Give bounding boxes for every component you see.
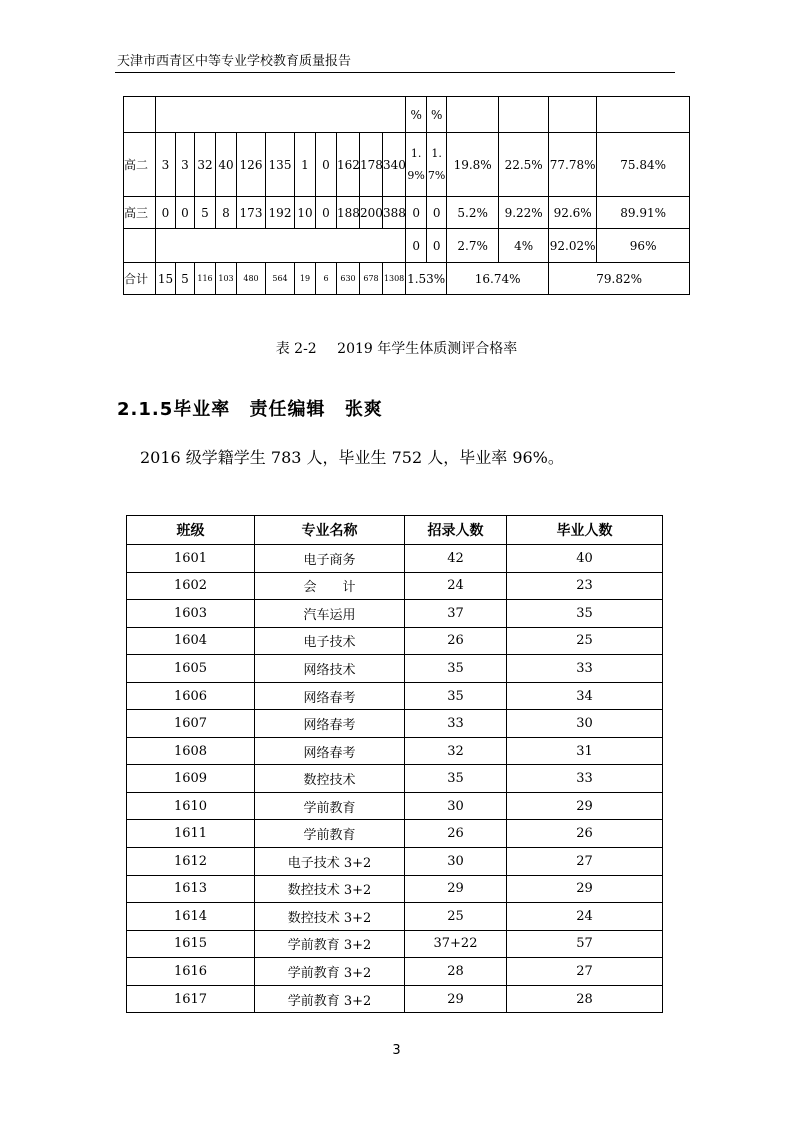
table-cell: 1609 <box>127 765 255 793</box>
table-row <box>127 655 663 683</box>
table-cell: 1617 <box>127 985 255 1013</box>
editor-label: 责任编辑 <box>249 399 326 420</box>
table-row <box>127 627 663 655</box>
table-cell: 26 <box>507 820 663 848</box>
table-cell: 40 <box>507 545 663 573</box>
table-cell: 35 <box>405 682 507 710</box>
table-cell: 135 <box>266 133 295 197</box>
page-header-title: 天津市西青区中等专业学校教育质量报告 <box>117 54 352 69</box>
graduation-table <box>126 515 663 1013</box>
table-cell: 0 <box>316 133 337 197</box>
table-cell: 162 <box>337 133 360 197</box>
table-cell: 29 <box>507 875 663 903</box>
table-cell: 学前教育 <box>255 792 405 820</box>
table-cell <box>447 97 499 133</box>
table-cell: 22.5% <box>499 133 549 197</box>
table-cell: 32 <box>195 133 216 197</box>
table-cell: 数控技术 <box>255 765 405 793</box>
table-row <box>127 572 663 600</box>
table-cell: 数控技术 3+2 <box>255 875 405 903</box>
table-cell: 24 <box>405 572 507 600</box>
table-cell: 30 <box>405 848 507 876</box>
table-cell: 30 <box>507 710 663 738</box>
table-cell: 23 <box>507 572 663 600</box>
table-cell: 1606 <box>127 682 255 710</box>
table-cell: 0 <box>156 197 176 229</box>
editor-name: 张爽 <box>344 399 383 420</box>
table-cell: 40 <box>216 133 237 197</box>
table-cell: 1605 <box>127 655 255 683</box>
table-cell: 37 <box>405 600 507 628</box>
table-cell: 35 <box>405 655 507 683</box>
table-cell: 6 <box>316 263 337 295</box>
table-cell: 92.02% <box>549 229 597 263</box>
table-cell: 1602 <box>127 572 255 600</box>
table-row <box>124 197 690 229</box>
table-row <box>127 820 663 848</box>
table-cell: 35 <box>507 600 663 628</box>
table-cell: 网络春考 <box>255 710 405 738</box>
caption-text: 2019 年学生体质测评合格率 <box>337 341 518 357</box>
caption-label: 表 2-2 <box>275 341 317 357</box>
table-cell: 29 <box>405 875 507 903</box>
section-heading <box>117 395 395 421</box>
table-cell: 1607 <box>127 710 255 738</box>
table-row <box>124 229 690 263</box>
header-divider <box>115 72 675 73</box>
table-cell <box>549 97 597 133</box>
table-cell: 汽车运用 <box>255 600 405 628</box>
table-cell: 33 <box>507 765 663 793</box>
table-cell: 1604 <box>127 627 255 655</box>
table-cell: 31 <box>507 737 663 765</box>
table-cell: 1601 <box>127 545 255 573</box>
table-cell: 1308 <box>383 263 406 295</box>
table-cell: 1603 <box>127 600 255 628</box>
table-cell: 3 <box>176 133 195 197</box>
table-cell: 678 <box>360 263 383 295</box>
table-cell: 29 <box>507 792 663 820</box>
table-cell: 96% <box>597 229 690 263</box>
table-cell: 电子商务 <box>255 545 405 573</box>
table-cell <box>124 97 156 133</box>
table-row <box>127 765 663 793</box>
table-cell: 会 计 <box>255 572 405 600</box>
table-cell: 0 <box>427 197 447 229</box>
table-cell: 89.91% <box>597 197 690 229</box>
table-cell: 数控技术 3+2 <box>255 903 405 931</box>
table-cell: 电子技术 3+2 <box>255 848 405 876</box>
table-cell: 0 <box>427 229 447 263</box>
table-cell: 0 <box>316 197 337 229</box>
table-cell: 网络技术 <box>255 655 405 683</box>
table-row <box>127 930 663 958</box>
table-cell: 25 <box>507 627 663 655</box>
table-cell: 26 <box>405 627 507 655</box>
table-cell: 5 <box>176 263 195 295</box>
table-cell: 103 <box>216 263 237 295</box>
table-cell: 学前教育 3+2 <box>255 985 405 1013</box>
table-cell: 19 <box>295 263 316 295</box>
table-cell: 电子技术 <box>255 627 405 655</box>
table-row <box>127 710 663 738</box>
table-cell: 1 <box>295 133 316 197</box>
table-cell: % <box>406 97 427 133</box>
table-cell: 116 <box>195 263 216 295</box>
row-label: 合计 <box>124 263 156 295</box>
table-caption <box>0 338 793 358</box>
table-cell: 1615 <box>127 930 255 958</box>
table-row <box>127 958 663 986</box>
section-title: 毕业率 <box>173 399 231 420</box>
table-cell: 192 <box>266 197 295 229</box>
table-cell: 188 <box>337 197 360 229</box>
table-cell: 16.74% <box>447 263 549 295</box>
table-cell: 77.78% <box>549 133 597 197</box>
table-cell: 5.2% <box>447 197 499 229</box>
table-cell: 340 <box>383 133 406 197</box>
table-cell: 32 <box>405 737 507 765</box>
table-cell: 1612 <box>127 848 255 876</box>
table-cell: 480 <box>237 263 266 295</box>
table-cell: 29 <box>405 985 507 1013</box>
table-cell <box>124 229 156 263</box>
table-cell: 35 <box>405 765 507 793</box>
table-cell: 630 <box>337 263 360 295</box>
table-cell: 0 <box>176 197 195 229</box>
table-cell: 57 <box>507 930 663 958</box>
table-cell: 25 <box>405 903 507 931</box>
table-cell: 0 <box>406 197 427 229</box>
table-cell: 26 <box>405 820 507 848</box>
table-cell: 37+22 <box>405 930 507 958</box>
table-cell: 33 <box>507 655 663 683</box>
table-row <box>127 682 663 710</box>
table-cell: 34 <box>507 682 663 710</box>
table-cell <box>156 97 406 133</box>
table-cell: 1613 <box>127 875 255 903</box>
table-cell: 1610 <box>127 792 255 820</box>
table-cell: 92.6% <box>549 197 597 229</box>
table-cell: 1614 <box>127 903 255 931</box>
table-cell: 网络春考 <box>255 737 405 765</box>
table-cell: 网络春考 <box>255 682 405 710</box>
table-cell: 178 <box>360 133 383 197</box>
column-header: 班级 <box>127 516 255 545</box>
table-cell: 388 <box>383 197 406 229</box>
table-cell: 30 <box>405 792 507 820</box>
fitness-table <box>123 96 690 295</box>
table-cell: 126 <box>237 133 266 197</box>
table-cell: 1.9% <box>406 133 427 197</box>
table-cell: 9.22% <box>499 197 549 229</box>
table-cell: 2.7% <box>447 229 499 263</box>
table-cell: 33 <box>405 710 507 738</box>
table-cell: 0 <box>406 229 427 263</box>
table-cell: 学前教育 3+2 <box>255 958 405 986</box>
table-cell: 1608 <box>127 737 255 765</box>
table-cell: 27 <box>507 958 663 986</box>
graduation-paragraph: 2016 级学籍学生 783 人，毕业生 752 人，毕业率 96%。 <box>140 448 564 467</box>
table-cell: 200 <box>360 197 383 229</box>
table-row <box>127 848 663 876</box>
table-cell: 19.8% <box>447 133 499 197</box>
table-row <box>124 133 690 197</box>
table-cell: 564 <box>266 263 295 295</box>
table-cell: 1.7% <box>427 133 447 197</box>
table-cell: 1611 <box>127 820 255 848</box>
table-row <box>127 545 663 573</box>
table-row <box>127 737 663 765</box>
row-label: 高三 <box>124 197 156 229</box>
page-number: 3 <box>392 1043 401 1058</box>
table-cell: 28 <box>507 985 663 1013</box>
table-cell: 10 <box>295 197 316 229</box>
table-cell: 15 <box>156 263 176 295</box>
table-cell: 79.82% <box>549 263 690 295</box>
table-row <box>124 97 690 133</box>
table-cell <box>156 229 406 263</box>
column-header: 毕业人数 <box>507 516 663 545</box>
table-cell: 3 <box>156 133 176 197</box>
table-row <box>127 792 663 820</box>
table-cell: 75.84% <box>597 133 690 197</box>
table-row <box>127 875 663 903</box>
table-cell: 28 <box>405 958 507 986</box>
table-row <box>124 263 690 295</box>
table-cell <box>499 97 549 133</box>
table-cell: 1616 <box>127 958 255 986</box>
column-header: 专业名称 <box>255 516 405 545</box>
table-cell: 学前教育 <box>255 820 405 848</box>
table-row <box>127 600 663 628</box>
row-label: 高二 <box>124 133 156 197</box>
table-cell <box>597 97 690 133</box>
table-cell: 42 <box>405 545 507 573</box>
table-cell: 24 <box>507 903 663 931</box>
table-cell: 173 <box>237 197 266 229</box>
table-cell: 27 <box>507 848 663 876</box>
table-row <box>127 985 663 1013</box>
table-cell: 5 <box>195 197 216 229</box>
section-number: 2.1.5 <box>117 399 174 420</box>
table-cell: 4% <box>499 229 549 263</box>
table-cell: % <box>427 97 447 133</box>
table-cell: 8 <box>216 197 237 229</box>
table-header-row <box>127 516 663 545</box>
table-cell: 1.53% <box>406 263 447 295</box>
column-header: 招录人数 <box>405 516 507 545</box>
table-cell: 学前教育 3+2 <box>255 930 405 958</box>
table-row <box>127 903 663 931</box>
